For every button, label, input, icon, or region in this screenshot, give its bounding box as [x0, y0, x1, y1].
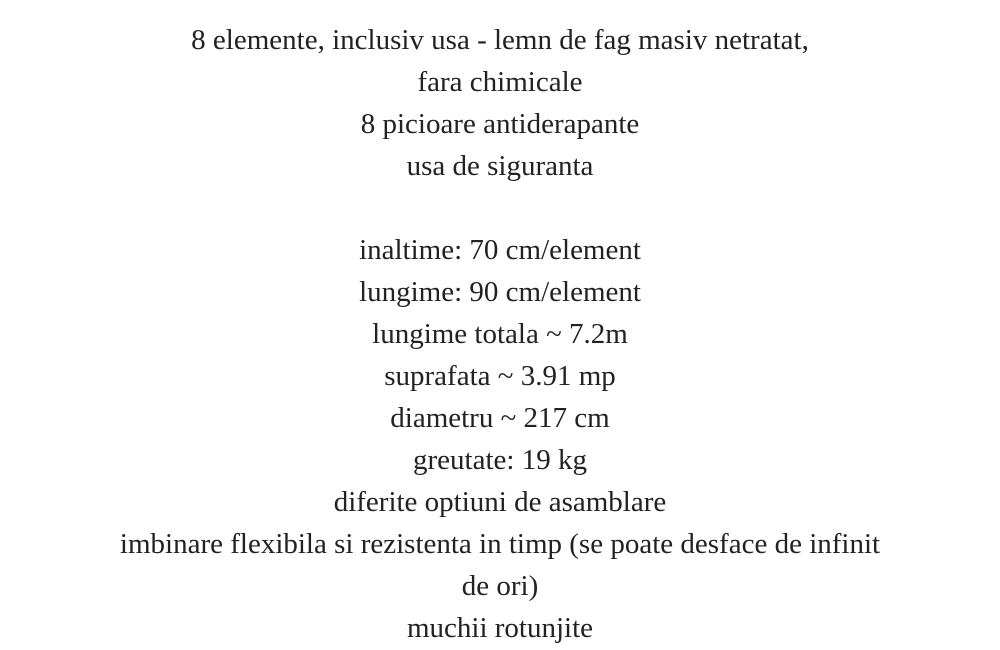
spec-line: imbinare flexibila si rezistenta in timp (se poate desface de infinit — [119, 528, 881, 560]
spacer — [0, 187, 1000, 229]
spec-line: diferite optiuni de asamblare — [333, 486, 667, 518]
intro-line: 8 elemente, inclusiv usa - lemn de fag masiv netratat, — [191, 24, 809, 56]
intro-line: fara chimicale — [417, 66, 583, 98]
spec-line: lungime totala ~ 7.2m — [372, 318, 628, 350]
intro-line: usa de siguranta — [406, 150, 594, 182]
spec-line: lungime: 90 cm/element — [359, 276, 641, 308]
spec-line: greutate: 19 kg — [413, 444, 587, 476]
intro-line: 8 picioare antiderapante — [360, 108, 640, 140]
spec-line: muchii rotunjite — [406, 612, 594, 644]
spec-line: de ori) — [461, 570, 539, 602]
spec-line: suprafata ~ 3.91 mp — [384, 360, 616, 392]
spec-line: inaltime: 70 cm/element — [359, 234, 641, 266]
spec-line: diametru ~ 217 cm — [390, 402, 610, 434]
